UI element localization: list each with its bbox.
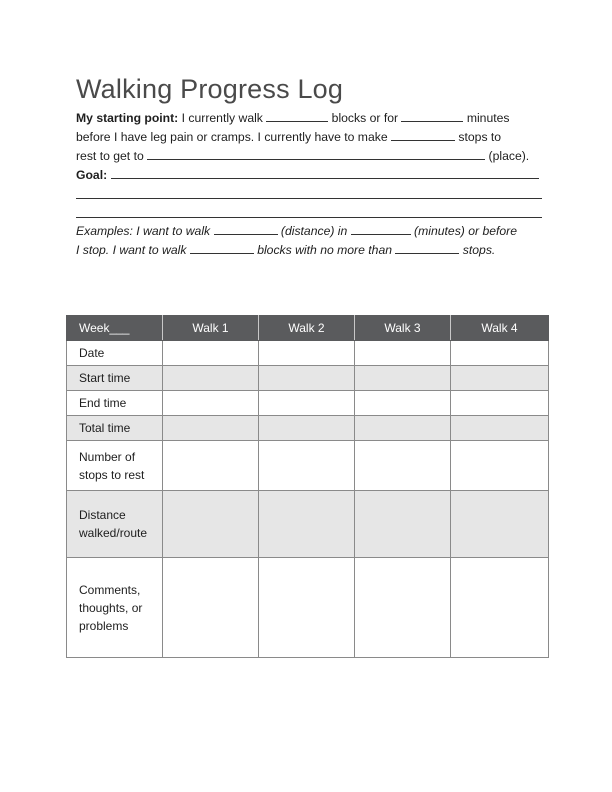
starting-point-text: rest to get to xyxy=(76,149,148,163)
comments-walk-1-cell[interactable] xyxy=(163,558,259,658)
walk-1-header: Walk 1 xyxy=(163,316,259,341)
date-walk-4-cell[interactable] xyxy=(451,341,549,366)
examples-text: (minutes) or before xyxy=(410,224,518,238)
table-row-distance xyxy=(67,491,549,558)
examples-line-1 xyxy=(76,222,542,241)
start-time-walk-1-cell[interactable] xyxy=(163,366,259,391)
row-label: Total time xyxy=(67,416,163,441)
comments-walk-3-cell[interactable] xyxy=(355,558,451,658)
row-label: Number of stops to rest xyxy=(67,441,163,491)
starting-point-text: stops to xyxy=(455,130,502,144)
examples-text: I stop. I want to walk xyxy=(76,243,190,257)
total-time-walk-1-cell[interactable] xyxy=(163,416,259,441)
comments-walk-4-cell[interactable] xyxy=(451,558,549,658)
row-label: End time xyxy=(67,391,163,416)
place-blank[interactable] xyxy=(147,147,485,160)
start-time-walk-2-cell[interactable] xyxy=(259,366,355,391)
table-row-date xyxy=(67,341,549,366)
page-title: Walking Progress Log xyxy=(76,74,344,104)
total-time-walk-4-cell[interactable] xyxy=(451,416,549,441)
start-time-walk-3-cell[interactable] xyxy=(355,366,451,391)
examples-line-2 xyxy=(76,241,542,260)
goal-blank-line-3[interactable] xyxy=(76,217,542,218)
examples-text: (distance) in xyxy=(277,224,351,238)
stops-walk-4-cell[interactable] xyxy=(451,441,549,491)
end-time-walk-1-cell[interactable] xyxy=(163,391,259,416)
starting-point-line-2 xyxy=(76,128,542,147)
table-header-row xyxy=(67,316,549,341)
table-row-comments xyxy=(67,558,549,658)
stops-walk-1-cell[interactable] xyxy=(163,441,259,491)
table-row-start-time xyxy=(67,366,549,391)
starting-point-text: minutes xyxy=(463,111,510,125)
starting-point-text: (place). xyxy=(485,149,530,163)
end-time-walk-4-cell[interactable] xyxy=(451,391,549,416)
stops-blank[interactable] xyxy=(391,128,455,141)
starting-point-line-1 xyxy=(76,109,542,128)
example-blank xyxy=(190,241,254,254)
comments-walk-2-cell[interactable] xyxy=(259,558,355,658)
row-label: Date xyxy=(67,341,163,366)
table-row-end-time xyxy=(67,391,549,416)
table-row-stops xyxy=(67,441,549,491)
starting-point-label: My starting point: xyxy=(76,111,179,125)
total-time-walk-2-cell[interactable] xyxy=(259,416,355,441)
examples-text: blocks with no more than xyxy=(253,243,396,257)
walk-4-header: Walk 4 xyxy=(451,316,549,341)
blocks-blank[interactable] xyxy=(266,109,328,122)
distance-walk-2-cell[interactable] xyxy=(259,491,355,558)
total-time-walk-3-cell[interactable] xyxy=(355,416,451,441)
goal-blank[interactable] xyxy=(111,166,539,179)
starting-point-text: I currently walk xyxy=(178,111,267,125)
examples-text: stops. xyxy=(459,243,496,257)
distance-walk-4-cell[interactable] xyxy=(451,491,549,558)
goal-blank-line-2[interactable] xyxy=(76,198,542,199)
date-walk-3-cell[interactable] xyxy=(355,341,451,366)
goal-label: Goal: xyxy=(76,168,108,182)
end-time-walk-3-cell[interactable] xyxy=(355,391,451,416)
walk-3-header: Walk 3 xyxy=(355,316,451,341)
starting-point-text: blocks or for xyxy=(328,111,402,125)
week-header: Week___ xyxy=(67,316,163,341)
row-label: Start time xyxy=(67,366,163,391)
goal-line-1 xyxy=(76,166,542,185)
date-walk-1-cell[interactable] xyxy=(163,341,259,366)
distance-walk-1-cell[interactable] xyxy=(163,491,259,558)
example-blank xyxy=(395,241,459,254)
examples-text: Examples: I want to walk xyxy=(76,224,214,238)
table-row-total-time xyxy=(67,416,549,441)
end-time-walk-2-cell[interactable] xyxy=(259,391,355,416)
walking-log-table xyxy=(66,315,549,658)
minutes-blank[interactable] xyxy=(401,109,463,122)
row-label: Comments, thoughts, or problems xyxy=(67,558,163,658)
starting-point-text: before I have leg pain or cramps. I currently have to make xyxy=(76,130,392,144)
starting-point-line-3 xyxy=(76,147,542,166)
row-label: Distance walked/route xyxy=(67,491,163,558)
stops-walk-2-cell[interactable] xyxy=(259,441,355,491)
start-time-walk-4-cell[interactable] xyxy=(451,366,549,391)
example-blank xyxy=(351,222,411,235)
walk-2-header: Walk 2 xyxy=(259,316,355,341)
date-walk-2-cell[interactable] xyxy=(259,341,355,366)
distance-walk-3-cell[interactable] xyxy=(355,491,451,558)
example-blank xyxy=(214,222,278,235)
stops-walk-3-cell[interactable] xyxy=(355,441,451,491)
